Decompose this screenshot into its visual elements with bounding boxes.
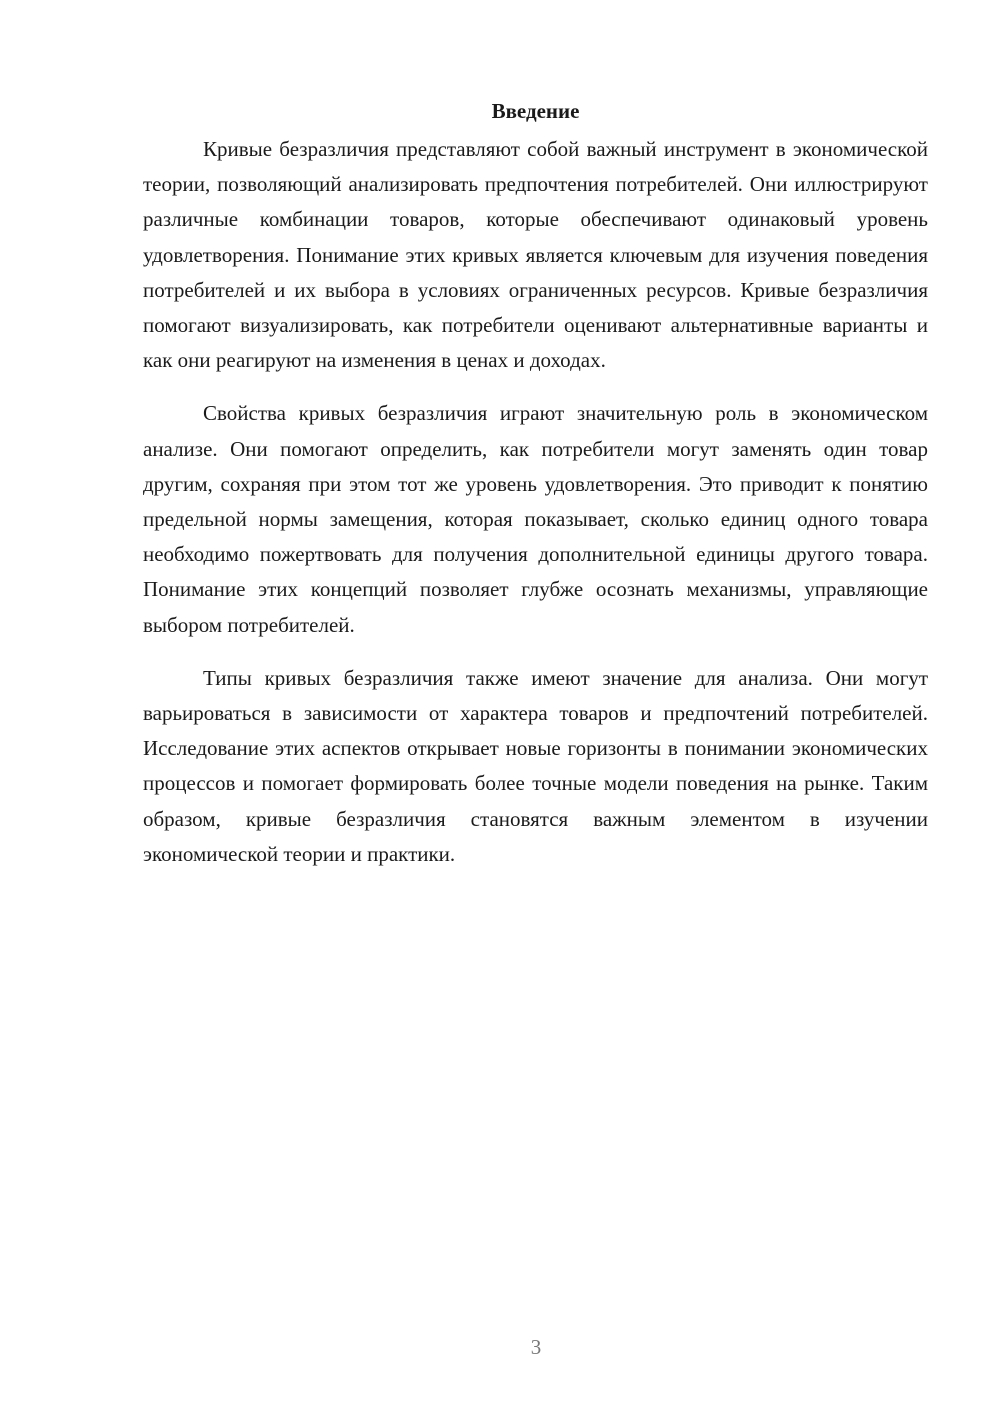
section-heading: Введение [491,99,580,123]
paragraph-1: Кривые безразличия представляют собой важный инструмент в экономической теории, позволяющий анализировать предпочтения потребителей. Они иллюстрируют различные комбинации товаров, которые обеспечивают одинаковый уровень удовлетворения. Понимание этих кривых является ключевым для изучения поведения потребителей и их выбора в условиях ограниченных ресурсов. Кривые безразличия помогают визуализировать, как потребители оценивают альтернативные варианты и как они реагируют на изменения в ценах и доходах. [143,137,928,373]
paragraph-2: Свойства кривых безразличия играют значительную роль в экономическом анализе. Они помогают определить, как потребители могут заменять один товар другим, сохраняя при этом тот же уровень удовлетворения. Это приводит к понятию предельной нормы замещения, которая показывает, сколько единиц одного товара необходимо пожертвовать для получения дополнительной единицы другого товара. Понимание этих концепций позволяет глубже осознать механизмы, управляющие выбором потребителей. [143,401,928,637]
paragraph-3: Типы кривых безразличия также имеют значение для анализа. Они могут варьироваться в зависимости от характера товаров и предпочтений потребителей. Исследование этих аспектов открывает новые горизонты в понимании экономических процессов и помогает формировать более точные модели поведения на рынке. Таким образом, кривые безразличия становятся важным элементом в изучении экономической теории и практики. [143,665,928,866]
page-number: 3 [530,1335,542,1359]
document-body [143,96,928,890]
